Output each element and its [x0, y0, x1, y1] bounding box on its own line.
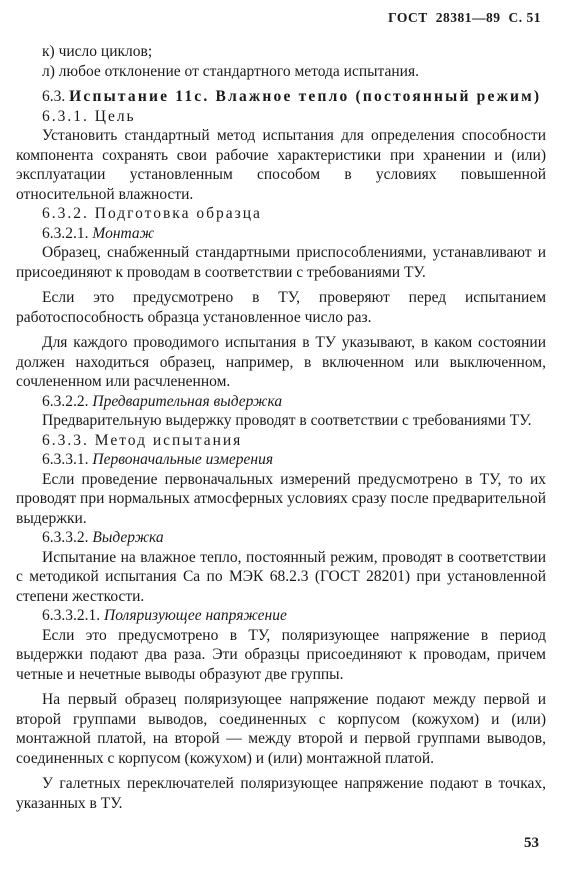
paragraph: Образец, снабженный стандартными приспособлениями, устанавливают и присоединяют к проводам в соответствии с требованиями ТУ.: [16, 244, 546, 281]
subsubsection-number: 6.3.3.1.: [42, 451, 89, 468]
subsubsection-number: 6.3.3.2.: [42, 529, 89, 546]
paragraph: Если это предусмотрено в ТУ, проверяют перед испытанием работоспособность образца установленное число раз.: [16, 289, 546, 326]
subsubsection-title: Выдержка: [92, 529, 164, 546]
section-title: Испытание 11с. Влажное тепло (постоянный режим): [69, 88, 542, 105]
document-body: [16, 42, 546, 813]
subsubsection-heading: [16, 606, 546, 626]
header-page: С. 51: [508, 10, 541, 25]
page-number: 53: [524, 835, 539, 851]
subsection-heading: 6.3.3. Метод испытания: [42, 431, 243, 449]
section-heading: [16, 87, 546, 107]
subsubsection-heading: [16, 528, 546, 548]
subsubsection-title: Первоначальные измерения: [92, 451, 274, 468]
subsubsection-title: Монтаж: [92, 224, 155, 242]
subsubsection-title: Предварительная выдержка: [92, 392, 283, 410]
paragraph: Испытание на влажное тепло, постоянный режим, проводят в соответствии с методикой испытания Са по МЭК 68.2.3 (ГОСТ 28201) при установленной степени жесткости.: [16, 548, 546, 605]
subsubsection-heading: [16, 450, 546, 470]
subsection-heading: 6.3.2. Подготовка образца: [42, 205, 262, 222]
subsubsection-title: Поляризующее напряжение: [104, 607, 287, 624]
subsubsection-number: 6.3.3.2.1.: [42, 607, 101, 624]
paragraph: Предварительную выдержку проводят в соответствии с требованиями ТУ.: [42, 412, 532, 429]
list-item: к) число циклов;: [42, 43, 153, 60]
paragraph: Если это предусмотрено в ТУ, поляризующее напряжение в период выдержки подают два раза. Эти образцы присоединяют к проводам, причем четные и нечетные выводы образуют две группы.: [16, 626, 546, 683]
list-item: л) любое отклонение от стандартного метода испытания.: [42, 62, 419, 80]
subsubsection-number: 6.3.2.1.: [42, 224, 89, 242]
subsubsection-number: 6.3.2.2.: [42, 392, 89, 410]
standard-number: 28381—89: [435, 10, 501, 25]
subsubsection-heading: [16, 392, 546, 412]
running-header: [380, 10, 541, 26]
standard-label: ГОСТ: [388, 10, 428, 25]
section-number: 6.3.: [42, 88, 66, 105]
subsection-heading: 6.3.1. Цель: [42, 107, 136, 125]
subsubsection-heading: [16, 224, 546, 244]
paragraph: Установить стандартный метод испытания для определения способности компонента сохранять свои рабочие характеристики при хранении и (или) эксплуатации установленным способом в условиях повышенной относительной влажности.: [16, 127, 546, 203]
paragraph: Для каждого проводимого испытания в ТУ указывают, в каком состоянии должен находиться образец, например, в включенном или выключенном, сочлененном или расчлененном.: [16, 334, 546, 390]
paragraph: На первый образец поляризующее напряжение подают между первой и второй группами выводов, соединенных с корпусом (кожухом) и (или) монтажной платой, на второй — между второй и первой группами выводов, соединенных с корпусом (кожухом) и (или) монтажной платой.: [16, 691, 546, 767]
paragraph: Если проведение первоначальных измерений предусмотрено в ТУ, то их проводят при нормальных атмосферных условиях сразу после предварительной выдержки.: [16, 470, 546, 527]
paragraph: У галетных переключателей поляризующее напряжение подают в точках, указанных в ТУ.: [16, 775, 546, 812]
